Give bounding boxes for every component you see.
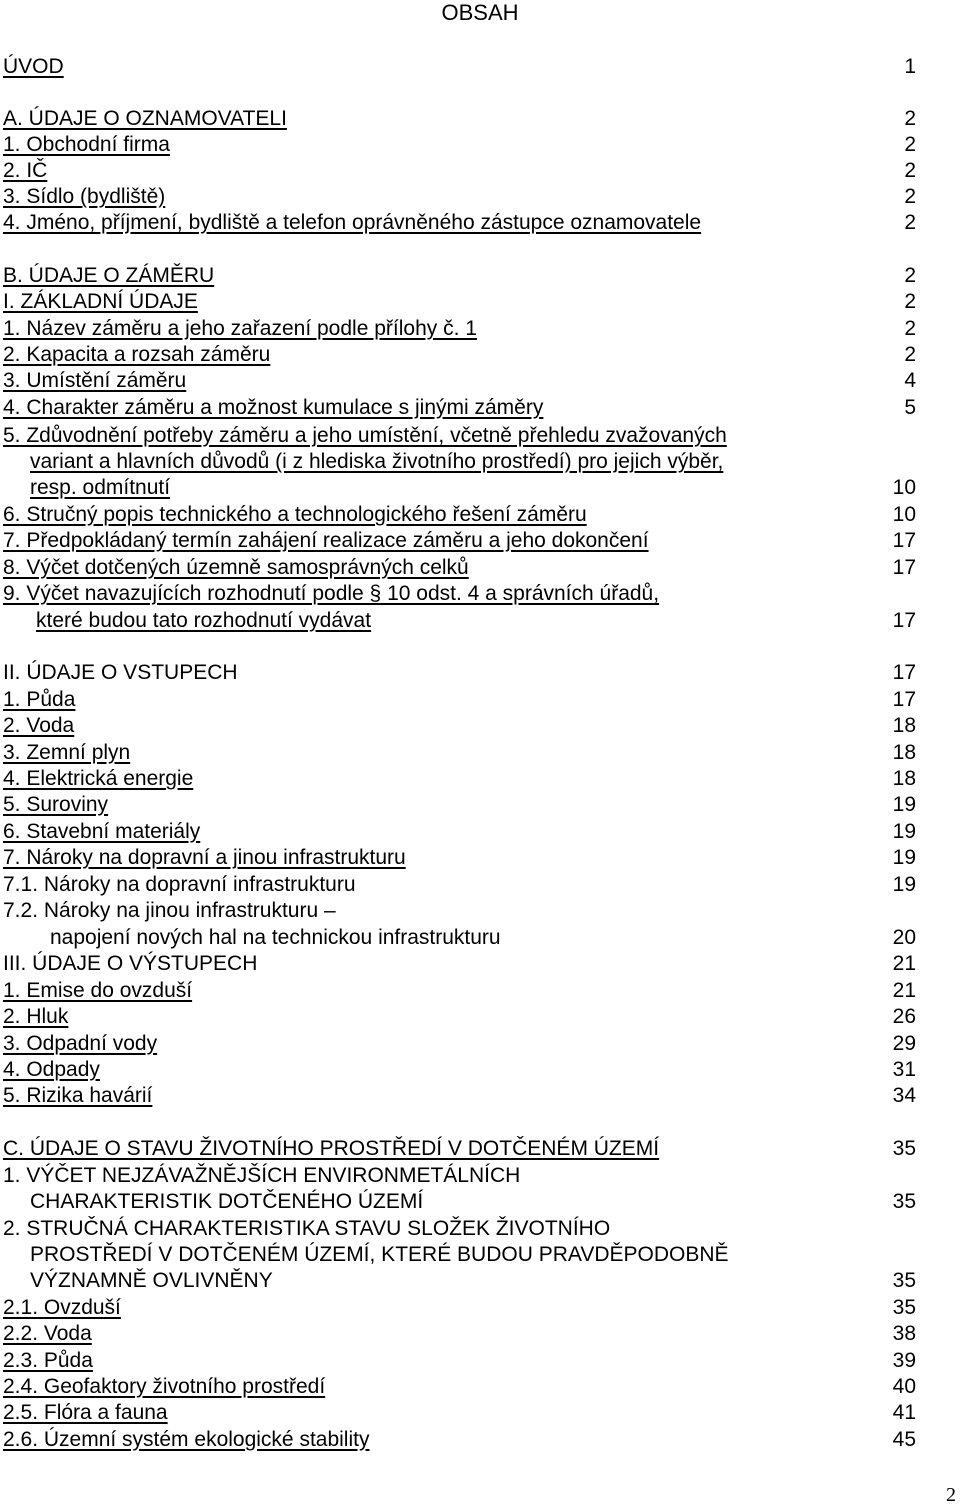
toc-entry-page: 40 [892,1375,916,1398]
toc-entry [0,1295,960,1321]
toc-entry [0,1348,960,1374]
toc-entry-page: 19 [892,820,916,843]
toc-entry-label: B. ÚDAJE O ZÁMĚRU [3,264,215,287]
toc-entry-label: I. ZÁKLADNÍ ÚDAJE [3,290,198,313]
toc-entry-label: 1. Obchodní firma [3,133,170,156]
toc-entry [0,289,960,315]
toc-entry-page: 29 [892,1032,916,1055]
toc-entry [0,740,960,766]
toc-entry-label: 1. Půda [3,688,76,711]
toc-entry [0,502,960,528]
toc-entry-label: 1. Název záměru a jeho zařazení podle přílohy č. 1 [3,317,477,340]
toc-entry-page: 45 [892,1428,916,1451]
toc-entry-page: 2 [904,264,916,287]
toc-entry-page: 17 [892,529,916,552]
toc-entry-label: 6. Stručný popis technického a technologického řešení záměru [3,503,587,526]
toc-entry-page: 10 [892,503,916,526]
toc-entry [0,951,960,977]
toc-entry [0,1031,960,1057]
toc-entry-label: 2.3. Půda [3,1349,93,1372]
toc-entry-label: 3. Sídlo (bydliště) [3,185,166,208]
toc-entry-page: 34 [892,1084,916,1107]
toc-entry-page: 26 [892,1005,916,1028]
toc-entry [0,1321,960,1347]
toc-entry-label: 1. VÝČET NEJZÁVAŽNĚJŠÍCH ENVIRONMETÁLNÍCH [3,1164,521,1187]
toc-entry-page: 18 [892,714,916,737]
toc-entry [0,687,960,713]
toc-entry [0,608,960,634]
toc-entry-page: 17 [892,556,916,579]
toc-entry [0,449,960,475]
toc-entry-label: 8. Výčet dotčených územně samosprávných celků [3,556,469,579]
toc-entry-label: 3. Zemní plyn [3,741,131,764]
toc-entry [0,263,960,289]
toc-entry [0,792,960,818]
toc-entry-label: 7. Předpokládaný termín zahájení realizace záměru a jeho dokončení [3,529,649,552]
toc-entry [0,1189,960,1215]
toc-entry [0,423,960,449]
toc-entry [0,106,960,132]
toc-entry [0,475,960,501]
toc-entry-label: 2. Kapacita a rozsah záměru [3,343,271,366]
toc-entry-label: 5. Rizika havárií [3,1084,153,1107]
toc-entry [0,1374,960,1400]
toc-entry-page: 5 [904,396,916,419]
toc-entry-page: 17 [892,661,916,684]
toc-entry-page: 21 [892,952,916,975]
toc-entry-label: ÚVOD [3,55,64,78]
toc-entry [0,925,960,951]
toc-entry-page: 2 [904,290,916,313]
toc-entry-label: 2. Voda [3,714,75,737]
toc-entry [0,1136,960,1162]
toc-entry [0,819,960,845]
toc-entry [0,766,960,792]
toc-entry-page: 17 [892,688,916,711]
toc-entry [0,54,960,80]
toc-entry-label: 4. Charakter záměru a možnost kumulace s jinými záměry [3,396,544,419]
toc-entry-page: 21 [892,979,916,1002]
toc-entry-label: 2. STRUČNÁ CHARAKTERISTIKA STAVU SLOŽEK ŽIVOTNÍHO [3,1217,611,1240]
toc-entry-page: 31 [892,1058,916,1081]
toc-entry-page: 35 [892,1190,916,1213]
toc-entry-label: CHARAKTERISTIK DOTČENÉHO ÚZEMÍ [30,1190,424,1213]
toc-entry-label: 3. Odpadní vody [3,1032,158,1055]
toc-entry [0,1400,960,1426]
toc-entry [0,660,960,686]
toc-entry-label: 4. Odpady [3,1058,100,1081]
toc-entry-page: 4 [904,369,916,392]
toc-entry [0,158,960,184]
toc-entry-page: 20 [892,926,916,949]
toc-entry-page: 2 [904,159,916,182]
toc-entry-page: 2 [904,343,916,366]
toc-entry-page: 2 [904,133,916,156]
toc-entry-label: C. ÚDAJE O STAVU ŽIVOTNÍHO PROSTŘEDÍ V DOTČENÉM ÚZEMÍ [3,1137,660,1160]
toc-entry-page: 2 [904,107,916,130]
toc-entry-label: VÝZNAMNĚ OVLIVNĚNY [30,1269,273,1292]
toc-entry-label: PROSTŘEDÍ V DOTČENÉM ÚZEMÍ, KTERÉ BUDOU PRAVDĚPODOBNĚ [30,1243,729,1266]
toc-entry [0,1083,960,1109]
toc-entry-label: 7.1. Nároky na dopravní infrastrukturu [3,873,356,896]
toc-entry-label: 5. Zdůvodnění potřeby záměru a jeho umístění, včetně přehledu zvažovaných [3,424,727,447]
toc-entry-label: A. ÚDAJE O OZNAMOVATELI [3,107,287,130]
toc-entry-label: napojení nových hal na technickou infrastrukturu [50,926,501,949]
toc-entry-label: 7. Nároky na dopravní a jinou infrastrukturu [3,846,406,869]
toc-entry [0,1163,960,1189]
toc-entry-page: 2 [904,211,916,234]
toc-entry-label: 2.5. Flóra a fauna [3,1401,168,1424]
toc-entry-page: 41 [892,1401,916,1424]
toc-entry-label: 5. Suroviny [3,793,109,816]
toc-entry [0,1004,960,1030]
toc-entry-label: 2.1. Ovzduší [3,1296,121,1319]
toc-entry-page: 19 [892,793,916,816]
toc-entry [0,316,960,342]
toc-entry [0,528,960,554]
toc-entry [0,713,960,739]
toc-entry [0,555,960,581]
toc-entry [0,368,960,394]
toc-entry-label: 1. Emise do ovzduší [3,979,193,1002]
toc-entry-label: 3. Umístění záměru [3,369,187,392]
toc-entry [0,845,960,871]
toc-entry [0,1427,960,1453]
toc-entry-page: 2 [904,185,916,208]
toc-entry-label: variant a hlavních důvodů (i z hlediska životního prostředí) pro jejich výběr, [30,450,724,473]
toc-entry-label: resp. odmítnutí [30,476,171,499]
toc-entry [0,1242,960,1268]
page-title: OBSAH [441,0,519,25]
toc-entry [0,872,960,898]
toc-entry [0,581,960,607]
toc-entry [0,898,960,924]
toc-entry-page: 35 [892,1137,916,1160]
toc-entry-label: II. ÚDAJE O VSTUPECH [3,661,238,684]
toc-entry [0,1268,960,1294]
toc-entry-label: III. ÚDAJE O VÝSTUPECH [3,952,258,975]
toc-entry [0,1216,960,1242]
toc-entry-label: 9. Výčet navazujících rozhodnutí podle § 10 odst. 4 a správních úřadů, [3,582,660,605]
toc-entry-label: 2. Hluk [3,1005,69,1028]
toc-entry-label: 7.2. Nároky na jinou infrastrukturu – [3,899,336,922]
toc-entry-label: 4. Elektrická energie [3,767,194,790]
toc-entry [0,342,960,368]
toc-entry-page: 1 [904,55,916,78]
toc-entry-page: 19 [892,873,916,896]
toc-entry [0,210,960,236]
toc-entry-page: 39 [892,1349,916,1372]
toc-entry-label: 2.6. Územní systém ekologické stability [3,1428,370,1451]
footer-page-number: 2 [946,1484,956,1506]
toc-entry-page: 17 [892,609,916,632]
toc-entry-label: 4. Jméno, příjmení, bydliště a telefon oprávněného zástupce oznamovatele [3,211,702,234]
toc-entry-page: 35 [892,1269,916,1292]
toc-entry [0,1057,960,1083]
toc-entry-page: 19 [892,846,916,869]
toc-entry-label: 2. IČ [3,159,48,182]
toc-entry-page: 18 [892,741,916,764]
toc-entry-page: 38 [892,1322,916,1345]
toc-entry-label: 6. Stavební materiály [3,820,201,843]
toc-entry-label: které budou tato rozhodnutí vydávat [36,609,372,632]
toc-entry [0,978,960,1004]
toc-entry [0,395,960,421]
toc-entry-page: 2 [904,317,916,340]
toc-entry-page: 18 [892,767,916,790]
toc-entry-label: 2.4. Geofaktory životního prostředí [3,1375,326,1398]
toc-entry-page: 10 [892,476,916,499]
toc-entry [0,132,960,158]
toc-entry-label: 2.2. Voda [3,1322,92,1345]
toc-entry [0,184,960,210]
toc-entry-page: 35 [892,1296,916,1319]
